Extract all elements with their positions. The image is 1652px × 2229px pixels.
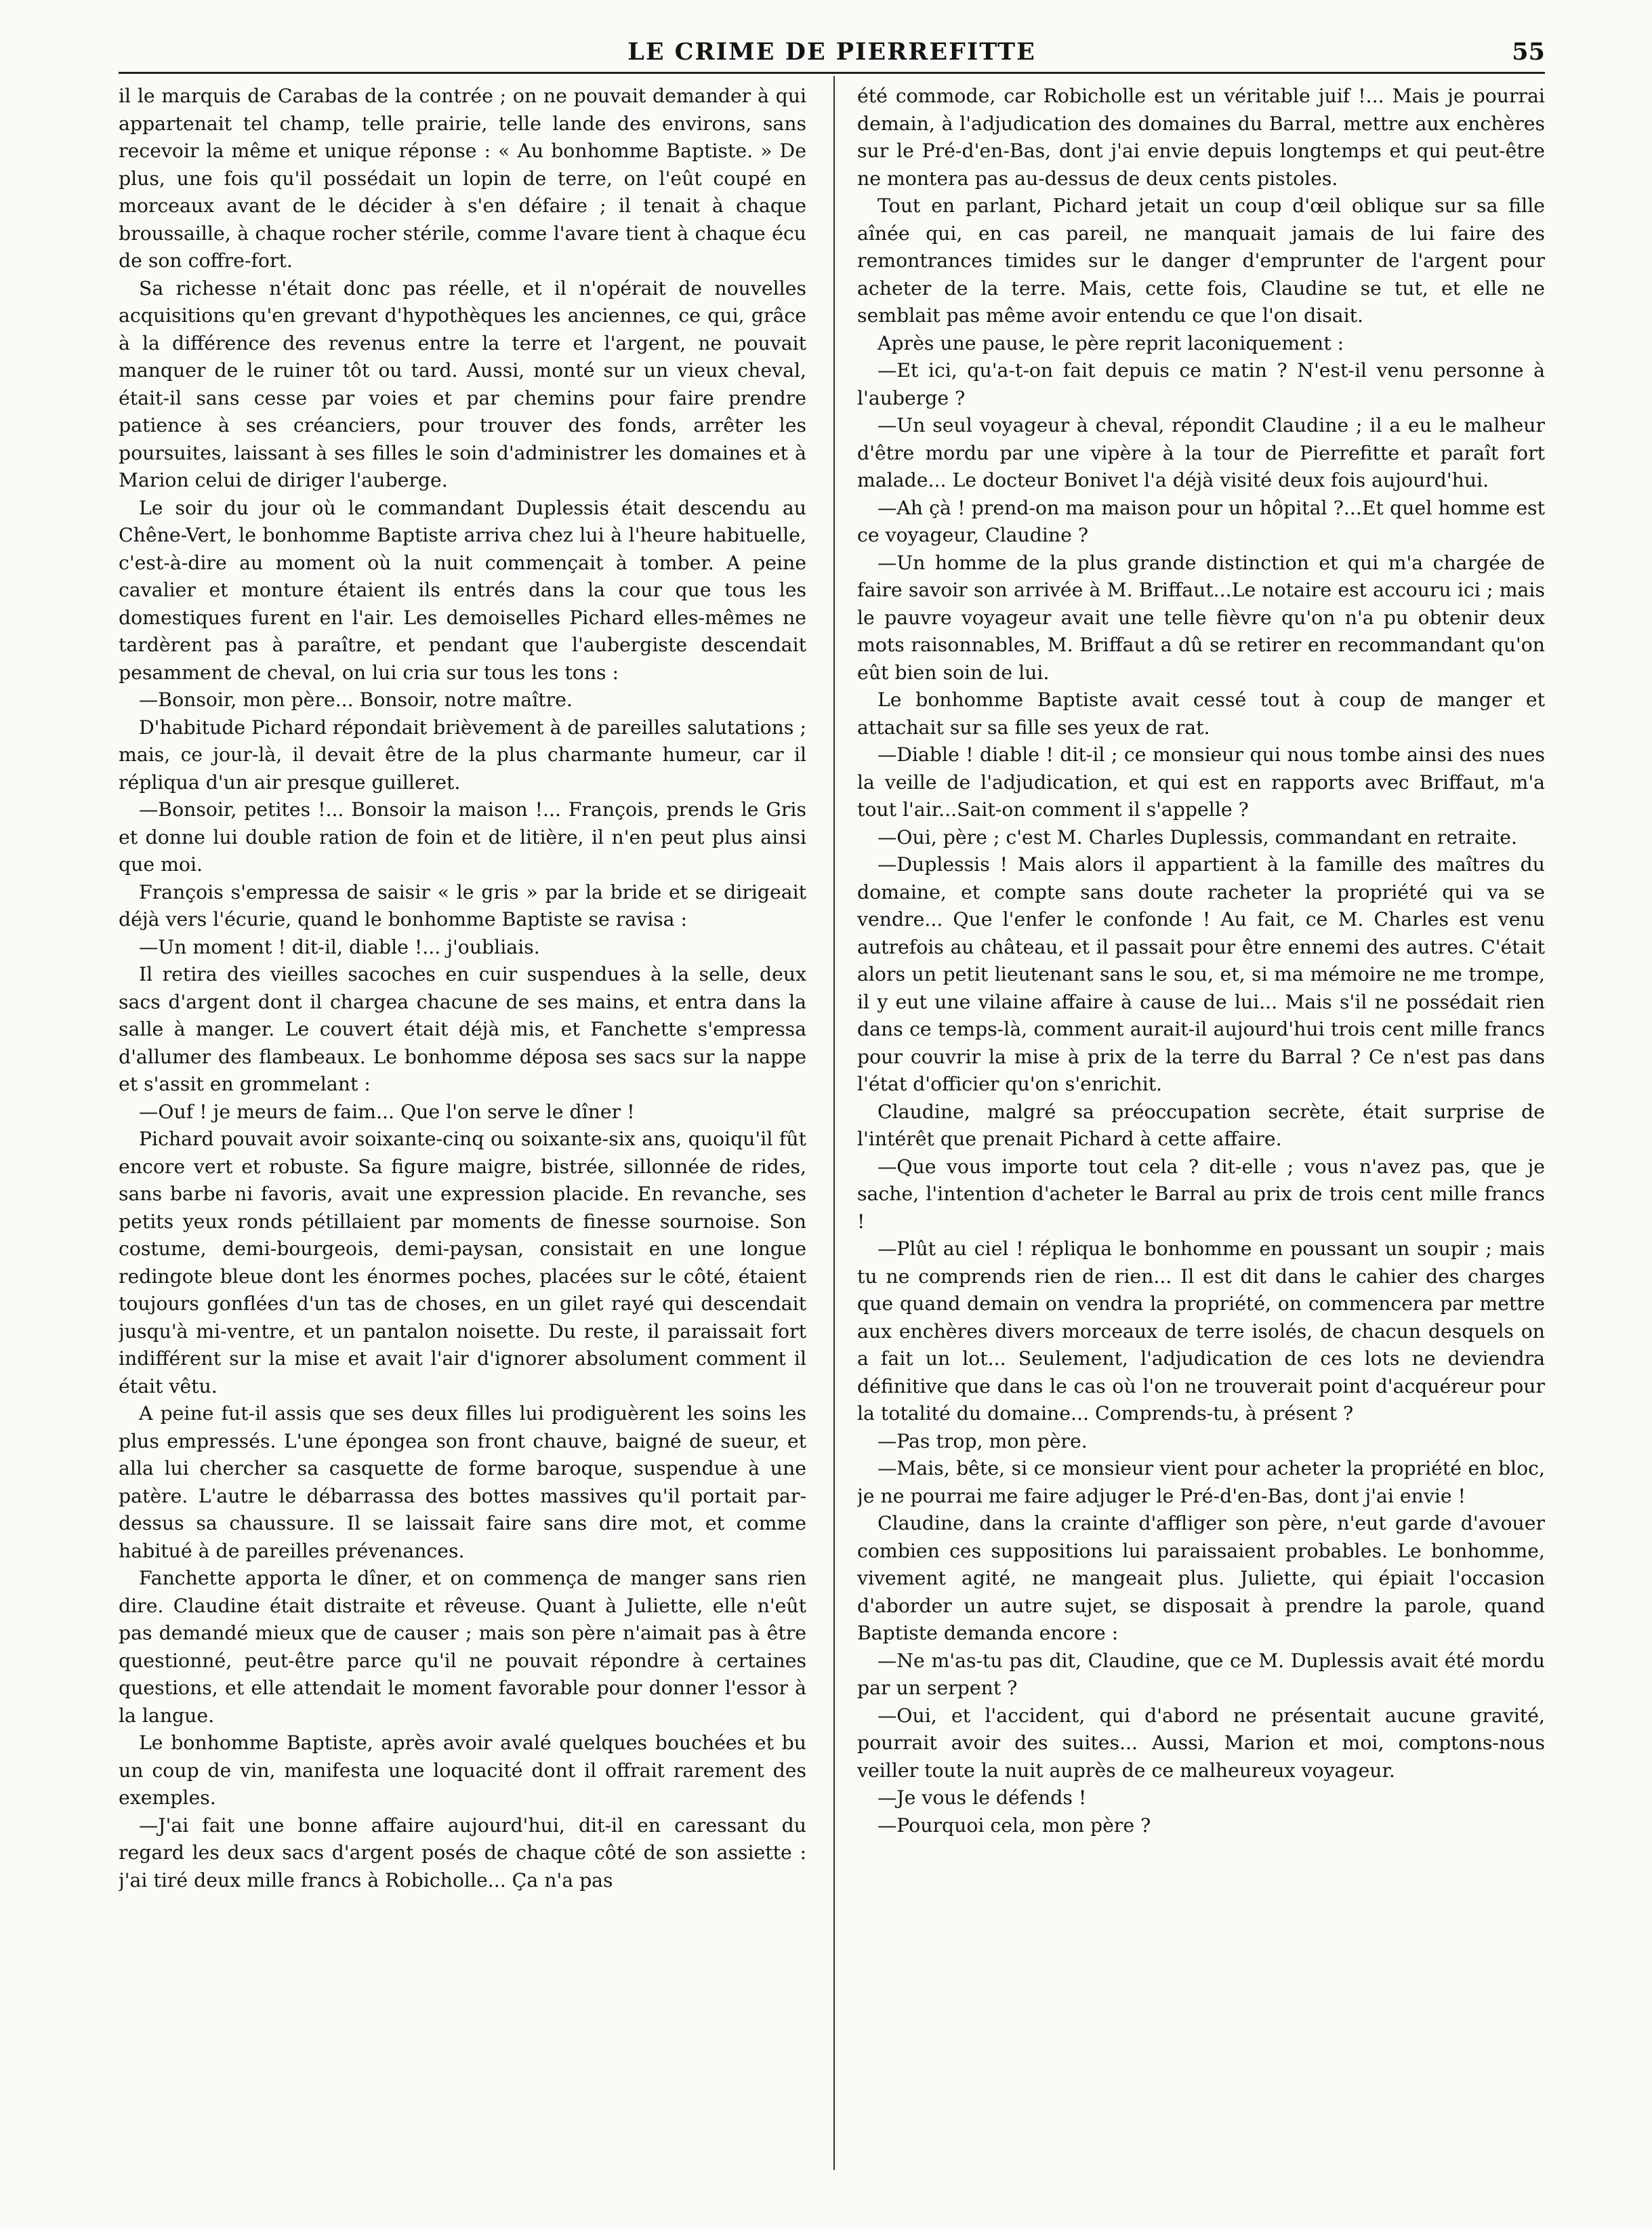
paragraph: François s'empressa de saisir « le gris » par la bride et se dirigeait déjà vers l'écurie, quand le bonhomme Baptiste se ravisa : (119, 880, 806, 931)
paragraph: il le marquis de Carabas de la contrée ; on ne pouvait demander à qui appartenait tel champ, telle prairie, telle lande des environs, sans recevoir la même et unique réponse : « Au bonhomme Baptiste. » De plus, une fois qu'il possédait un lopin de terre, on l'eût coupé en morceaux avant de le décider à s'en défaire ; il tenait à chaque broussaille, à chaque rocher stérile, comme l'avare tient à chaque écu de son coffre-fort. (119, 85, 806, 272)
paragraph: Le bonhomme Baptiste, après avoir avalé quelques bouchées et bu un coup de vin, manifesta une loquacité dont il offrait rarement des exemples. (119, 1732, 806, 1809)
paragraph: Claudine, malgré sa préoccupation secrète, était surprise de l'intérêt que prenait Pichard à cette affaire. (857, 1100, 1545, 1150)
paragraph: —Ah çà ! prend-on ma maison pour un hôpital ?...Et quel homme est ce voyageur, Claudine ? (857, 496, 1545, 546)
paragraph: Fanchette apporta le dîner, et on commença de manger sans rien dire. Claudine était distraite et rêveuse. Quant à Juliette, elle n'eût pas demandé mieux que de causer ; mais son père n'aimait pas à être questionné, peut-être parce qu'il ne pouvait répondre à certaines questions, et elle attendait le moment favorable pour donner l'essor à la langue. (119, 1567, 806, 1727)
paragraph: —Ouf ! je meurs de faim... Que l'on serve le dîner ! (139, 1100, 635, 1123)
paragraph: Il retira des vieilles sacoches en cuir suspendues à la selle, deux sacs d'argent dont il chargea chacune de ses mains, et entra dans la salle à manger. Le couvert était déjà mis, et Fanchette s'empressa d'allumer des flambeaux. Le bonhomme déposa ses sacs sur la nappe et s'assit en grommelant : (119, 963, 806, 1095)
paragraph: —Plût au ciel ! répliqua le bonhomme en poussant un soupir ; mais tu ne comprends rien de rien... Il est dit dans le cahier des charges que quand demain on vendra la propriété, on commencera par mettre aux enchères divers morceaux de terre isolés, de chacun desquels on a fait un lot... Seulement, l'adjudication de ces lots ne deviendra définitive que dans le cas où l'on ne trouverait point d'acquéreur pour la totalité du domaine... Comprends-tu, à présent ? (857, 1238, 1545, 1425)
paragraph: —Oui, et l'accident, qui d'abord ne présentait aucune gravité, pourrait avoir des suites... Aussi, Marion et moi, comptons-nous veiller toute la nuit auprès de ce malheureux voyageur. (857, 1704, 1545, 1782)
paragraph: —Que vous importe tout cela ? dit-elle ; vous n'avez pas, que je sache, l'intention d'acheter le Barral au prix de trois cent mille francs ! (857, 1155, 1545, 1233)
paragraph: —Duplessis ! Mais alors il appartient à la famille des maîtres du domaine, et compte sans doute racheter la propriété qui va se vendre... Que l'enfer le confonde ! Au fait, ce M. Charles est venu autrefois au château, et il passait pour être ennemi des autres. C'était alors un petit lieutenant sans le sou, et, si ma mémoire ne me trompe, il y eut une vilaine affaire à cause de lui... Mais s'il ne possédait rien dans ce temps-là, comment aurait-il aujourd'hui trois cent mille francs pour couvrir la mise à prix de la terre du Barral ? Ce n'est pas dans l'état d'officier qu'on s'enrichit. (857, 853, 1545, 1095)
paragraph: Tout en parlant, Pichard jetait un coup d'œil oblique sur sa fille aînée qui, en cas pareil, ne manquait jamais de lui faire des remontrances timides sur le danger d'emprunter de l'argent pour acheter de la terre. Mais, cette fois, Claudine se tut, et elle ne semblait pas même avoir entendu ce que l'on disait. (857, 195, 1545, 327)
paragraph: —Ne m'as-tu pas dit, Claudine, que ce M. Duplessis avait été mordu par un serpent ? (857, 1649, 1545, 1699)
paragraph: Le bonhomme Baptiste avait cessé tout à coup de manger et attachait sur sa fille ses yeux de rat. (857, 689, 1545, 739)
paragraph: Pichard pouvait avoir soixante-cinq ou soixante-six ans, quoiqu'il fût encore vert et robuste. Sa figure maigre, bistrée, sillonnée de rides, sans barbe ni favoris, avait une expression placide. En revanche, ses petits yeux ronds pétillaient par moments de finesse sournoise. Son costume, demi-bourgeois, demi-paysan, consistait en une longue redingote bleue dont les énormes poches, placées sur le côté, étaient toujours gonflées d'un tas de choses, en un gilet rayé qui descendait jusqu'à mi-ventre, et un pantalon noisette. Du reste, il paraissait fort indifférent sur la mise et avait l'air d'ignorer absolument comment il était vêtu. (119, 1128, 806, 1397)
paragraph: —Oui, père ; c'est M. Charles Duplessis, commandant en retraite. (877, 825, 1518, 848)
page-header (119, 35, 1545, 74)
paragraph: D'habitude Pichard répondait brièvement à de pareilles salutations ; mais, ce jour-là, il devait être de la plus charmante humeur, car il répliqua d'un air presque guilleret. (119, 716, 806, 794)
paragraph: Sa richesse n'était donc pas réelle, et il n'opérait de nouvelles acquisitions qu'en grevant d'hypothèques les anciennes, ce qui, grâce à la différence des revenus entre la terre et l'argent, ne pouvait manquer de le ruiner tôt ou tard. Aussi, monté sur un vieux cheval, était-il sans cesse par voies et par chemins pour faire prendre patience à ses créanciers, pour trouver des fonds, arrêter les poursuites, laissant à ses filles le soin d'administrer les domaines et à Marion celui de diriger l'auberge. (119, 277, 806, 491)
paragraph: —Mais, bête, si ce monsieur vient pour acheter la propriété en bloc, je ne pourrai me faire adjuger le Pré-d'en-Bas, dont j'ai envie ! (857, 1457, 1545, 1507)
paragraph: —J'ai fait une bonne affaire aujourd'hui, dit-il en caressant du regard les deux sacs d'argent posés de chaque côté de son assiette : j'ai tiré deux mille francs à Robicholle... Ça n'a pas (119, 1814, 806, 1891)
page-number: 55 (1512, 38, 1545, 66)
paragraph: A peine fut-il assis que ses deux filles lui prodiguèrent les soins les plus empressés. L'une épongea son front chauve, baigné de sueur, et alla lui chercher sa casquette de forme baroque, suspendue à une patère. L'autre le débarrassa des bottes massives qu'il portait par-dessus sa chaussure. Il se laissait faire sans dire mot, et comme habitué à de pareilles prévenances. (119, 1402, 806, 1562)
right-column (857, 83, 1545, 2170)
paragraph: Claudine, dans la crainte d'affliger son père, n'eut garde d'avouer combien ces suppositions lui paraissaient probables. Le bonhomme, vivement agité, ne mangeait plus. Juliette, qui épiait l'occasion d'aborder un autre sujet, se disposait à prendre la parole, quand Baptiste demanda encore : (857, 1512, 1545, 1644)
paragraph: —Un moment ! dit-il, diable !... j'oubliais. (139, 935, 540, 958)
paragraph: —Bonsoir, petites !... Bonsoir la maison !... François, prends le Gris et donne lui double ration de foin et de litière, il n'en peut plus ainsi que moi. (119, 798, 806, 876)
column-divider (833, 76, 835, 2170)
paragraph: —Un seul voyageur à cheval, répondit Claudine ; il a eu le malheur d'être mordu par une vipère à la tour de Pierrefitte et paraît fort malade... Le docteur Bonivet l'a déjà visité deux fois aujourd'hui. (857, 414, 1545, 491)
paragraph: été commode, car Robicholle est un véritable juif !... Mais je pourrai demain, à l'adjudication des domaines du Barral, mettre aux enchères sur le Pré-d'en-Bas, dont j'ai envie depuis longtemps et qui peut-être ne montera pas au-dessus de deux cents pistoles. (857, 85, 1545, 190)
paragraph: —Pourquoi cela, mon père ? (877, 1814, 1151, 1837)
paragraph: —Un homme de la plus grande distinction et qui m'a chargée de faire savoir son arrivée à M. Briffaut...Le notaire est accouru ici ; mais le pauvre voyageur avait une telle fièvre qu'on n'a pu obtenir deux mots raisonnables, M. Briffaut a dû se retirer en recommandant qu'on eût bien soin de lui. (857, 551, 1545, 684)
paragraph: Le soir du jour où le commandant Duplessis était descendu au Chêne-Vert, le bonhomme Baptiste arriva chez lui à l'heure habituelle, c'est-à-dire au moment où la nuit commençait à tomber. A peine cavalier et monture étaient ils entrés dans la cour que tous les domestiques furent en l'air. Les demoiselles Pichard elles-mêmes ne tardèrent pas à paraître, et pendant que l'aubergiste descendait pesamment de cheval, on lui cria sur tous les tons : (119, 496, 806, 684)
paragraph: —Et ici, qu'a-t-on fait depuis ce matin ? N'est-il venu personne à l'auberge ? (857, 359, 1545, 409)
paragraph: —Diable ! diable ! dit-il ; ce monsieur qui nous tombe ainsi des nues la veille de l'adjudication, et qui est en rapports avec Briffaut, m'a tout l'air...Sait-on comment il s'appelle ? (857, 743, 1545, 821)
paragraph: Après une pause, le père reprit laconiquement : (877, 331, 1344, 354)
left-column (119, 83, 806, 2170)
paragraph: —Je vous le défends ! (877, 1786, 1087, 1809)
running-title: LE CRIME DE PIERREFITTE (627, 38, 1036, 66)
paragraph: —Pas trop, mon père. (877, 1429, 1088, 1452)
paragraph: —Bonsoir, mon père... Bonsoir, notre maître. (139, 689, 573, 711)
